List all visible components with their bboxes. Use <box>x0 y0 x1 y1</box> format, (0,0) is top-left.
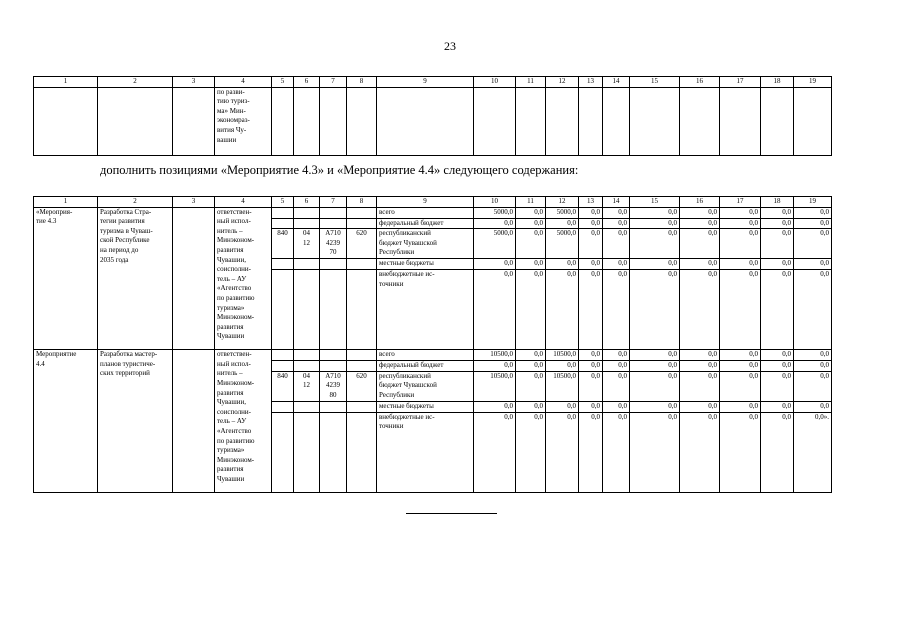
amount-cell: 0,0 <box>761 401 794 412</box>
column-header: 3 <box>173 197 215 208</box>
budget-code-cell <box>294 361 320 372</box>
amount-cell: 0,0 <box>579 371 603 401</box>
amount-cell: 0,0 <box>474 218 516 229</box>
table-row <box>34 207 832 218</box>
amount-cell: 5000,0 <box>474 229 516 259</box>
amount-cell: 0,0 <box>761 361 794 372</box>
amount-cell: 0,0 <box>579 412 603 492</box>
amount-cell: 0,0 <box>630 361 680 372</box>
column-header: 2 <box>98 197 173 208</box>
amount-cell: 0,0 <box>720 401 761 412</box>
amount-cell: 0,0 <box>680 350 720 361</box>
amount-cell: 10500,0 <box>474 371 516 401</box>
amount-cell: 0,0 <box>630 350 680 361</box>
column-header: 6 <box>294 77 320 88</box>
amount-cell: 0,0 <box>603 371 630 401</box>
activity-goal-cell <box>173 350 215 493</box>
amount-cell: 5000,0 <box>546 207 579 218</box>
budget-code-cell <box>294 401 320 412</box>
column-header: 1 <box>34 197 98 208</box>
amount-cell: 0,0 <box>474 361 516 372</box>
column-header: 11 <box>516 197 546 208</box>
funding-source: всего <box>377 207 474 218</box>
column-header: 10 <box>474 197 516 208</box>
amount-cell: 0,0 <box>630 401 680 412</box>
budget-code-cell <box>294 412 320 492</box>
amount-cell: 0,0 <box>516 207 546 218</box>
executor-cell: ответствен- ный испол- нитель – Минэконом- развития Чувашии, соисполни- тель – АУ «Агентство по развитию туризма» Минэконом- развития Чувашии <box>215 350 272 493</box>
column-header: 4 <box>215 77 272 88</box>
amount-cell: 0,0 <box>680 371 720 401</box>
amount-cell: 0,0 <box>603 207 630 218</box>
amount-cell: 0,0 <box>794 270 832 350</box>
amount-cell: 0,0 <box>579 401 603 412</box>
amount-cell: 0,0 <box>516 259 546 270</box>
amount-cell: 0,0 <box>516 350 546 361</box>
amount-cell: 0,0 <box>630 270 680 350</box>
amount-cell: 10500,0 <box>474 350 516 361</box>
amount-cell: 0,0 <box>516 218 546 229</box>
amount-cell: 0,0 <box>794 361 832 372</box>
amount-cell: 0,0 <box>794 259 832 270</box>
amount-cell: 0,0 <box>474 412 516 492</box>
amount-cell: 0,0 <box>603 218 630 229</box>
column-header: 7 <box>320 77 347 88</box>
amount-cell: 0,0 <box>720 270 761 350</box>
activity-name-cell: Разработка Стра- тегии развития туризма в Чуваш- ской Республике на период до 2035 года <box>98 207 173 350</box>
amount-cell: 0,0 <box>680 259 720 270</box>
budget-code-cell <box>294 218 320 229</box>
amount-cell: 0,0 <box>474 270 516 350</box>
budget-code-cell <box>347 218 377 229</box>
rzpr-code: 04 12 <box>294 229 320 259</box>
amount-cell: 0,0 <box>603 270 630 350</box>
amount-cell: 0,0 <box>474 259 516 270</box>
budget-code-cell <box>320 207 347 218</box>
amount-cell: 0,0 <box>761 207 794 218</box>
funding-source: всего <box>377 350 474 361</box>
amount-cell: 0,0 <box>579 361 603 372</box>
column-header: 9 <box>377 77 474 88</box>
column-header: 16 <box>680 197 720 208</box>
amount-cell: 0,0 <box>546 401 579 412</box>
budget-code-cell <box>320 401 347 412</box>
column-header: 4 <box>215 197 272 208</box>
budget-code-cell <box>320 350 347 361</box>
column-header: 8 <box>347 197 377 208</box>
amount-cell: 0,0 <box>680 361 720 372</box>
amount-cell: 0,0 <box>680 412 720 492</box>
amount-cell: 0,0 <box>720 371 761 401</box>
column-header: 18 <box>761 197 794 208</box>
amount-cell: 0,0 <box>794 229 832 259</box>
amount-cell: 0,0 <box>680 270 720 350</box>
column-header: 17 <box>720 77 761 88</box>
grbs-code: 840 <box>272 229 294 259</box>
amount-cell: 0,0 <box>603 401 630 412</box>
amount-cell: 0,0 <box>794 207 832 218</box>
budget-code-cell <box>294 270 320 350</box>
amount-cell: 0,0 <box>546 412 579 492</box>
amount-cell: 0,0 <box>720 207 761 218</box>
budget-code-cell <box>294 259 320 270</box>
vr-code: 620 <box>347 371 377 401</box>
amount-cell: 0,0 <box>579 350 603 361</box>
amount-cell: 0,0 <box>579 207 603 218</box>
budget-code-cell <box>320 412 347 492</box>
budget-code-cell <box>272 361 294 372</box>
budget-code-cell <box>320 361 347 372</box>
amount-cell: 0,0 <box>761 350 794 361</box>
amount-cell: 0,0 <box>761 270 794 350</box>
amount-cell: 0,0 <box>516 229 546 259</box>
amount-cell: 0,0 <box>720 350 761 361</box>
column-header: 2 <box>98 77 173 88</box>
budget-code-cell <box>272 259 294 270</box>
funding-source: внебюджетные ис- точники <box>377 270 474 350</box>
rzpr-code: 04 12 <box>294 371 320 401</box>
amount-cell: 0,0 <box>516 361 546 372</box>
table-header-row <box>34 77 832 88</box>
column-header: 1 <box>34 77 98 88</box>
budget-code-cell <box>272 218 294 229</box>
amount-cell: 0,0 <box>630 218 680 229</box>
activity-code-cell: Мероприятие 4.4 <box>34 350 98 493</box>
amount-cell: 0,0 <box>794 371 832 401</box>
column-header: 18 <box>761 77 794 88</box>
amount-cell: 0,0 <box>680 229 720 259</box>
column-header: 7 <box>320 197 347 208</box>
column-header: 17 <box>720 197 761 208</box>
budget-code-cell <box>272 350 294 361</box>
amount-cell: 0,0 <box>474 401 516 412</box>
budget-code-cell <box>294 350 320 361</box>
column-header: 10 <box>474 77 516 88</box>
column-header: 12 <box>546 197 579 208</box>
amount-cell: 0,0 <box>794 401 832 412</box>
amount-cell: 0,0 <box>761 259 794 270</box>
table-row <box>34 350 832 361</box>
amount-cell: 0,0 <box>579 270 603 350</box>
amount-cell: 0,0 <box>516 270 546 350</box>
column-header: 15 <box>630 77 680 88</box>
amount-cell: 0,0 <box>630 229 680 259</box>
amount-cell: 0,0 <box>603 229 630 259</box>
amount-cell: 0,0 <box>720 361 761 372</box>
continuation-table <box>33 76 832 156</box>
amount-cell: 0,0 <box>579 259 603 270</box>
budget-code-cell <box>320 270 347 350</box>
funding-source: внебюджетные ис- точники <box>377 412 474 492</box>
activity-name-cell: Разработка мастер- планов туристиче- ских территорий <box>98 350 173 493</box>
amount-cell: 0,0 <box>680 207 720 218</box>
amount-cell: 0,0 <box>761 229 794 259</box>
activity-code-cell: «Мероприя- тие 4.3 <box>34 207 98 350</box>
budget-code-cell <box>347 350 377 361</box>
budget-code-cell <box>320 259 347 270</box>
column-header: 16 <box>680 77 720 88</box>
amount-cell: 0,0 <box>680 218 720 229</box>
amount-cell: 0,0 <box>516 412 546 492</box>
amount-cell: 0,0 <box>579 229 603 259</box>
budget-code-cell <box>347 270 377 350</box>
amount-cell: 0,0 <box>630 207 680 218</box>
amount-cell: 0,0». <box>794 412 832 492</box>
budget-code-cell <box>347 401 377 412</box>
column-header: 9 <box>377 197 474 208</box>
budget-code-cell <box>347 361 377 372</box>
table-header-row <box>34 197 832 208</box>
budget-code-cell <box>272 401 294 412</box>
amount-cell: 0,0 <box>720 229 761 259</box>
amount-cell: 0,0 <box>680 401 720 412</box>
amount-cell: 0,0 <box>546 270 579 350</box>
amount-cell: 0,0 <box>516 371 546 401</box>
column-header: 15 <box>630 197 680 208</box>
column-header: 14 <box>603 197 630 208</box>
funding-source: местные бюджеты <box>377 259 474 270</box>
amount-cell: 0,0 <box>794 350 832 361</box>
grbs-code: 840 <box>272 371 294 401</box>
column-header: 6 <box>294 197 320 208</box>
funding-source: федеральный бюджет <box>377 218 474 229</box>
csr-code: А710 4239 80 <box>320 371 347 401</box>
budget-code-cell <box>272 412 294 492</box>
vr-code: 620 <box>347 229 377 259</box>
funding-source: республиканский бюджет Чувашской Республики <box>377 371 474 401</box>
amount-cell: 10500,0 <box>546 350 579 361</box>
amount-cell: 0,0 <box>630 259 680 270</box>
amount-cell: 5000,0 <box>474 207 516 218</box>
funding-source: республиканский бюджет Чувашской Республики <box>377 229 474 259</box>
budget-code-cell <box>294 207 320 218</box>
column-header: 13 <box>579 197 603 208</box>
column-header: 19 <box>794 197 832 208</box>
amount-cell: 0,0 <box>630 371 680 401</box>
csr-code: А710 4239 70 <box>320 229 347 259</box>
budget-code-cell <box>347 207 377 218</box>
column-header: 3 <box>173 77 215 88</box>
executor-cell: ответствен- ный испол- нитель – Минэконом- развития Чувашии, соисполни- тель – АУ «Агентство по развитию туризма» Минэконом- развития Чувашии <box>215 207 272 350</box>
column-header: 5 <box>272 197 294 208</box>
budget-code-cell <box>347 412 377 492</box>
budget-code-cell <box>347 259 377 270</box>
amount-cell: 0,0 <box>761 371 794 401</box>
amount-cell: 0,0 <box>579 218 603 229</box>
amount-cell: 0,0 <box>720 259 761 270</box>
amount-cell: 0,0 <box>546 259 579 270</box>
amount-cell: 0,0 <box>546 361 579 372</box>
amount-cell: 0,0 <box>603 350 630 361</box>
column-header: 19 <box>794 77 832 88</box>
amount-cell: 0,0 <box>603 259 630 270</box>
amount-cell: 0,0 <box>546 218 579 229</box>
amount-cell: 0,0 <box>630 412 680 492</box>
executor-cell: по разви- тию туриз- ма» Мин- экономраз- вития Чу- вашии <box>215 87 272 155</box>
amount-cell: 0,0 <box>720 218 761 229</box>
continuation-row <box>34 87 832 155</box>
funding-source: федеральный бюджет <box>377 361 474 372</box>
amount-cell: 0,0 <box>603 361 630 372</box>
column-header: 11 <box>516 77 546 88</box>
column-header: 13 <box>579 77 603 88</box>
page-number: 23 <box>444 39 456 53</box>
amount-cell: 0,0 <box>603 412 630 492</box>
column-header: 14 <box>603 77 630 88</box>
amount-cell: 10500,0 <box>546 371 579 401</box>
activities-table <box>33 196 832 493</box>
budget-code-cell <box>272 207 294 218</box>
amount-cell: 0,0 <box>761 218 794 229</box>
amount-cell: 0,0 <box>794 218 832 229</box>
column-header: 12 <box>546 77 579 88</box>
amendment-intro-text: дополнить позициями «Мероприятие 4.3» и «Мероприятие 4.4» следующего содержания: <box>100 163 579 177</box>
funding-source: местные бюджеты <box>377 401 474 412</box>
budget-code-cell <box>272 270 294 350</box>
activity-goal-cell <box>173 207 215 350</box>
budget-code-cell <box>320 218 347 229</box>
amount-cell: 0,0 <box>516 401 546 412</box>
amount-cell: 0,0 <box>761 412 794 492</box>
end-rule <box>406 513 497 514</box>
amount-cell: 0,0 <box>720 412 761 492</box>
column-header: 5 <box>272 77 294 88</box>
column-header: 8 <box>347 77 377 88</box>
amount-cell: 5000,0 <box>546 229 579 259</box>
